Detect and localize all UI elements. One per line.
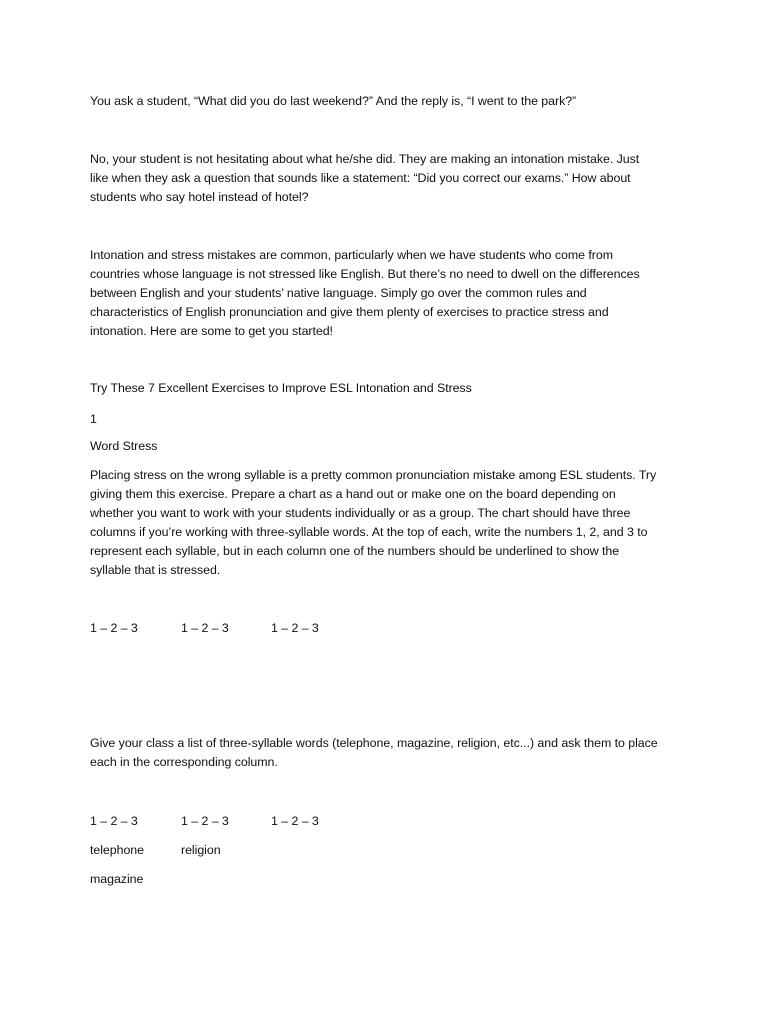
example-column-2-header: 1 – 2 – 3 xyxy=(181,814,229,828)
example-column-3-header: 1 – 2 – 3 xyxy=(271,814,319,828)
example-word-telephone: telephone xyxy=(90,843,144,857)
syllable-column-1-header: 1 – 2 – 3 xyxy=(90,621,138,635)
exercise-number: 1 xyxy=(90,412,97,426)
syllable-column-3-header: 1 – 2 – 3 xyxy=(271,621,319,635)
section-heading: Try These 7 Excellent Exercises to Improve ESL Intonation and Stress xyxy=(90,381,472,395)
example-chart-header-row xyxy=(90,812,690,831)
example-chart-row-2 xyxy=(90,870,690,889)
paragraph-intro-question: You ask a student, “What did you do last weekend?” And the reply is, “I went to the park?” xyxy=(90,94,577,108)
paragraph-word-list: Give your class a list of three-syllable words (telephone, magazine, religion, etc...) and ask them to place each in the corresponding column. xyxy=(90,736,658,769)
syllable-chart-header-row xyxy=(90,619,690,638)
example-chart-row-1 xyxy=(90,841,690,860)
paragraph-word-stress: Placing stress on the wrong syllable is a pretty common pronunciation mistake among ESL students. Try giving them this exercise. Prepare a chart as a hand out or make one on the board depending on whether you want to work with your students individually or as a group. The chart should have three columns if you’re working with three-syllable words. At the top of each, write the numbers 1, 2, and 3 to represent each syllable, but in each column one of the numbers should be underlined to show the syllable that is stressed. xyxy=(90,468,657,577)
syllable-column-2-header: 1 – 2 – 3 xyxy=(181,621,229,635)
exercise-title: Word Stress xyxy=(90,439,158,453)
example-word-magazine: magazine xyxy=(90,872,144,886)
example-column-1-header: 1 – 2 – 3 xyxy=(90,814,138,828)
paragraph-intonation-mistake: No, your student is not hesitating about what he/she did. They are making an intonation mistake. Just like when they ask a question that sounds like a statement: “Did you correct our exams.” How about students who say hotel instead of hotel? xyxy=(90,152,640,204)
paragraph-common-mistakes: Intonation and stress mistakes are common, particularly when we have students who come from countries whose language is not stressed like English. But there’s no need to dwell on the differences between English and your students’ native language. Simply go over the common rules and characteristics of English pronunciation and give them plenty of exercises to practice stress and intonation. Here are some to get you started! xyxy=(90,248,640,338)
example-word-religion: religion xyxy=(181,843,221,857)
